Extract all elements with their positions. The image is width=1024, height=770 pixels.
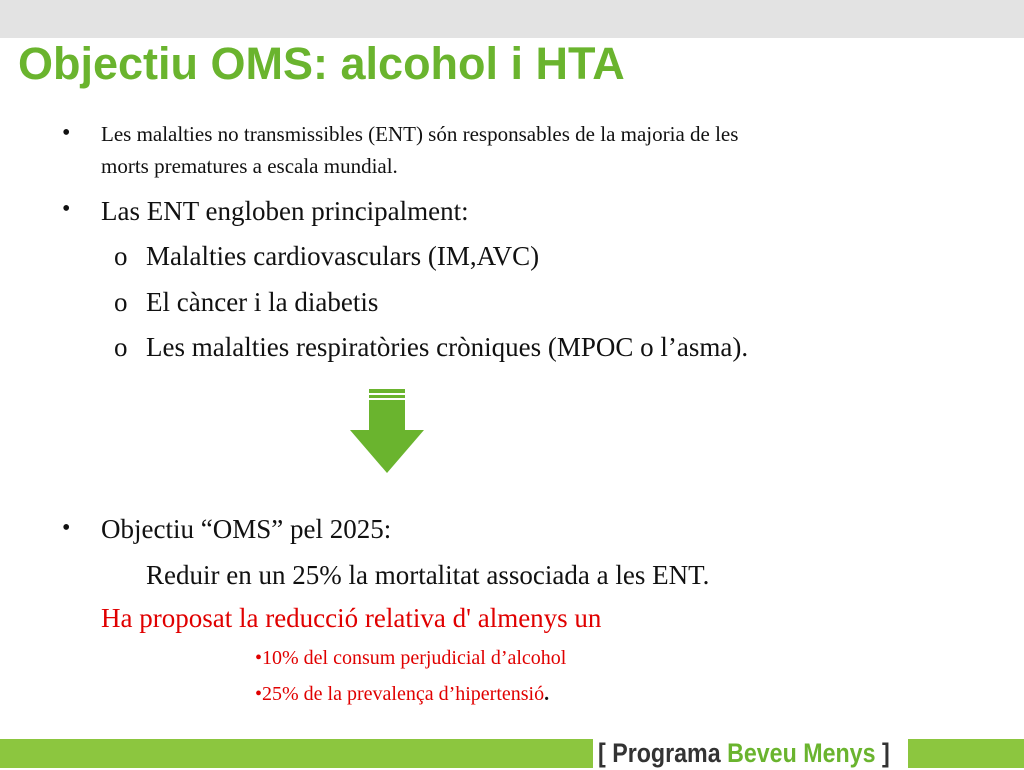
- sub-item-3: Les malalties respiratòries cròniques (MPOC o l’asma).: [146, 332, 749, 362]
- footer-close-bracket: ]: [881, 738, 890, 768]
- sub-marker: o: [114, 332, 128, 362]
- bullet-3-text: Objectiu “OMS” pel 2025:: [101, 514, 392, 544]
- footer-beveu-menys: Beveu Menys: [727, 738, 876, 768]
- proposal-text: Ha proposat la reducció relativa d' almenys un: [101, 603, 602, 633]
- down-arrow-icon: [348, 389, 428, 473]
- sub-item-1: Malalties cardiovasculars (IM,AVC): [146, 241, 540, 271]
- target-end-period: .: [544, 683, 550, 705]
- target-alcohol: •10% del consum perjudicial d’alcohol: [255, 647, 567, 669]
- bullet-3-detail: Reduir en un 25% la mortalitat associada a les ENT.: [146, 560, 710, 590]
- sub-item-2: El càncer i la diabetis: [146, 287, 379, 317]
- bullet-1-line-2: morts prematures a escala mundial.: [101, 154, 398, 178]
- top-band: [0, 0, 1024, 38]
- bullet-2-text: Las ENT engloben principalment:: [101, 196, 469, 226]
- footer-open-bracket: [: [598, 738, 606, 768]
- bullet-1-line-1: Les malalties no transmissibles (ENT) són responsables de la majoria de les: [101, 122, 739, 146]
- sub-marker: o: [114, 241, 128, 271]
- target-hypertension-text: •25% de la prevalença d’hipertensió: [255, 683, 545, 705]
- footer-logo: [598, 736, 890, 770]
- bullet-marker: •: [62, 515, 71, 541]
- target-hypertension: [255, 681, 549, 707]
- sub-marker: o: [114, 287, 128, 317]
- footer-programa: Programa: [612, 738, 721, 768]
- slide-title: Objectiu OMS: alcohol i HTA: [18, 38, 625, 89]
- bullet-marker: •: [62, 120, 71, 146]
- bullet-marker: •: [62, 196, 71, 222]
